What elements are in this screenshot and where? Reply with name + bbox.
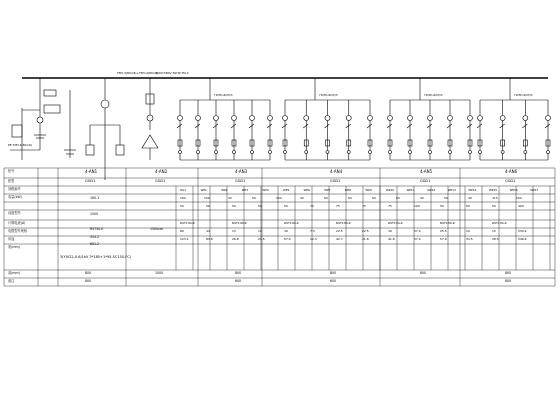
row-label: 备注 <box>8 279 15 283</box>
capacity-value-2: 50 <box>284 204 288 208</box>
capacity-value: 63 <box>372 196 376 200</box>
capacity-value: 100 <box>276 196 282 200</box>
current-value: 22.5 <box>336 229 343 233</box>
capacity-value-2: 75 <box>336 204 340 208</box>
current-value-2: 41.8 <box>388 237 395 241</box>
row-label: 回路编号 <box>8 187 21 191</box>
row-label: 计算电流(A) <box>8 221 26 225</box>
current-value: 25.5 <box>440 229 447 233</box>
panel-name: 4-AN5 <box>420 169 433 174</box>
width-value: 800 <box>330 271 337 275</box>
panel-name: 4-AN2 <box>155 169 168 174</box>
capacity-value-2: 100 <box>414 204 420 208</box>
capacity-value: 63 <box>396 196 400 200</box>
current-value-2: 42.7 <box>336 237 343 241</box>
panel-name: 4-AN1 <box>85 169 98 174</box>
capacity-value: 32 <box>420 196 424 200</box>
feeder-code: WP3 <box>241 188 249 192</box>
current-value-2: 26.8 <box>232 237 239 241</box>
feeder-code: WP1 <box>200 188 207 192</box>
cabinet-type: GGD1 <box>85 179 96 183</box>
feeder-code: WP17 <box>530 188 539 192</box>
feeder-group-label: YD(M)-6(M)/3 <box>319 93 338 97</box>
incoming-cable: 3(YJV22-0.6/1kV 3*185+1*95-SC150-FC) <box>60 255 132 259</box>
current-value-2: 83.6 <box>206 237 213 241</box>
feeder-code: WP13 <box>447 188 456 192</box>
cabinet-type: GGD1 <box>155 179 166 183</box>
width-value: 800 <box>420 271 427 275</box>
height-value: 800 <box>505 279 512 283</box>
feeder-code: WP4 <box>262 188 269 192</box>
capacity-value: 100 <box>204 196 210 200</box>
left-side-label: PE TMY-4(80×6) <box>8 143 33 147</box>
left-value-4: 454.2 <box>90 235 100 239</box>
capacity-value: 63 <box>324 196 328 200</box>
capacity-value-2: 400 <box>518 204 524 208</box>
capacity-value: 63 <box>348 196 352 200</box>
feeder-code: WP15 <box>489 188 498 192</box>
current-value: 15 <box>232 229 236 233</box>
current-value: 15 <box>492 229 496 233</box>
device-model: RST130-Z <box>232 221 247 225</box>
current-value-2: 123.1 <box>180 237 189 241</box>
capacity-value: 315 <box>492 196 498 200</box>
cabinet-type: GGD1 <box>330 179 341 183</box>
panel-name: 4-AN4 <box>330 169 343 174</box>
capacity-value: 50 <box>444 196 448 200</box>
row-label: 柜号 <box>8 169 15 173</box>
capacity-value-2: 50 <box>232 204 236 208</box>
panel-name: 4-AN6 <box>505 169 518 174</box>
capacity-value-2: 75 <box>310 204 314 208</box>
row-label: 电缆型号规格 <box>8 229 28 233</box>
left-value-2: 1500 <box>90 212 99 216</box>
bus-label: TMY-3(80×8)+TMY-4(80×6) <box>117 71 159 75</box>
feeder-code: WP11 <box>406 188 415 192</box>
feeder-code: WL1 <box>180 188 187 192</box>
device-model: RST130-Z <box>388 221 403 225</box>
height-value: 800 <box>85 279 92 283</box>
capacity-value-2: 50 <box>258 204 262 208</box>
device-model: RST130-Z <box>440 221 455 225</box>
row-label: 设备型号 <box>8 211 21 215</box>
capacity-value: 50 <box>252 196 256 200</box>
feeder-group-label: YD(M)-6(M)/3 <box>424 93 443 97</box>
current-value: 230.4 <box>518 229 527 233</box>
feeder-code: WP2 <box>221 188 228 192</box>
feeder-code: WP6 <box>303 188 310 192</box>
height-value: 600 <box>235 279 242 283</box>
current-value-2: 33.5 <box>466 237 473 241</box>
feeder-code: WP16 <box>509 188 518 192</box>
current-value: 57.0 <box>414 229 421 233</box>
left-value-5: 651.2 <box>90 242 100 246</box>
feeder-code: WP10 <box>386 188 395 192</box>
current-value: 30 <box>284 229 288 233</box>
cap-col2-value: 150kvar <box>150 227 164 231</box>
current-value-2: 41.8 <box>362 237 369 241</box>
feeder-code: WP12 <box>427 188 436 192</box>
capacity-value: 100 <box>516 196 522 200</box>
bus-label-2: 320V/380V 50HZ TN-C <box>155 71 189 75</box>
feeder-code: WP8 <box>344 188 352 192</box>
feeder-group-label: YD(M)-6(M)/3 <box>214 93 233 97</box>
current-value-2: 21.5 <box>258 237 265 241</box>
row-label: 用途 <box>8 237 15 241</box>
device-model: RST130-Z <box>180 221 195 225</box>
width-value: 800 <box>85 271 92 275</box>
width-value: 800 <box>505 271 512 275</box>
left-value-3: RST30-E <box>90 227 104 231</box>
current-value: 7.5 <box>310 229 315 233</box>
capacity-value: 160 <box>180 196 186 200</box>
feeder-group-label: YD(M)-6(M)/3 <box>514 93 533 97</box>
width-value: 1000 <box>155 271 164 275</box>
row-label: 柜型 <box>8 179 15 183</box>
current-value-2: 57.0 <box>414 237 421 241</box>
current-value: 80 <box>180 229 184 233</box>
capacity-value-2: 50 <box>206 204 210 208</box>
capacity-value-2: 75 <box>362 204 366 208</box>
device-model: RST130-Z <box>492 221 507 225</box>
current-value: 30 <box>388 229 392 233</box>
device-model: RST130-Z <box>284 221 299 225</box>
capacity-value-2: 50 <box>180 204 184 208</box>
width-value: 800 <box>235 271 242 275</box>
cabinet-type: GGD1 <box>505 179 516 183</box>
capacity-value-2: 75 <box>388 204 392 208</box>
capacity-value-2: 50 <box>440 204 444 208</box>
capacity-value: 32 <box>228 196 232 200</box>
current-value: 12 <box>258 229 262 233</box>
feeder-code: WP7 <box>324 188 331 192</box>
current-value-2: 57.0 <box>284 237 291 241</box>
cabinet-type: GGD1 <box>420 179 431 183</box>
row-label: 容量(kW) <box>8 195 22 199</box>
current-value-2: 246.6 <box>518 237 527 241</box>
device-model: RST130-Z <box>336 221 351 225</box>
left-value-1: 160.1 <box>90 196 100 200</box>
current-value-2: 57.0 <box>440 237 447 241</box>
capacity-value: 32 <box>300 196 304 200</box>
feeder-code: WP5 <box>283 188 290 192</box>
current-value-2: 28.5 <box>492 237 499 241</box>
current-value-2: 12.3 <box>310 237 317 241</box>
row-label: 宽(mm) <box>8 245 20 249</box>
cabinet-type: GGD1 <box>235 179 246 183</box>
row-label: 高(mm) <box>8 271 20 275</box>
current-value: 10 <box>466 229 470 233</box>
feeder-code: WP14 <box>468 188 477 192</box>
feeder-code: WP9 <box>365 188 372 192</box>
capacity-value-2: 50 <box>492 204 496 208</box>
height-value: 600 <box>330 279 337 283</box>
current-value: 44 <box>206 229 210 233</box>
current-value: 22.5 <box>362 229 369 233</box>
capacity-value: 40 <box>468 196 472 200</box>
capacity-value-2: 50 <box>466 204 470 208</box>
panel-name: 4-AN3 <box>235 169 248 174</box>
